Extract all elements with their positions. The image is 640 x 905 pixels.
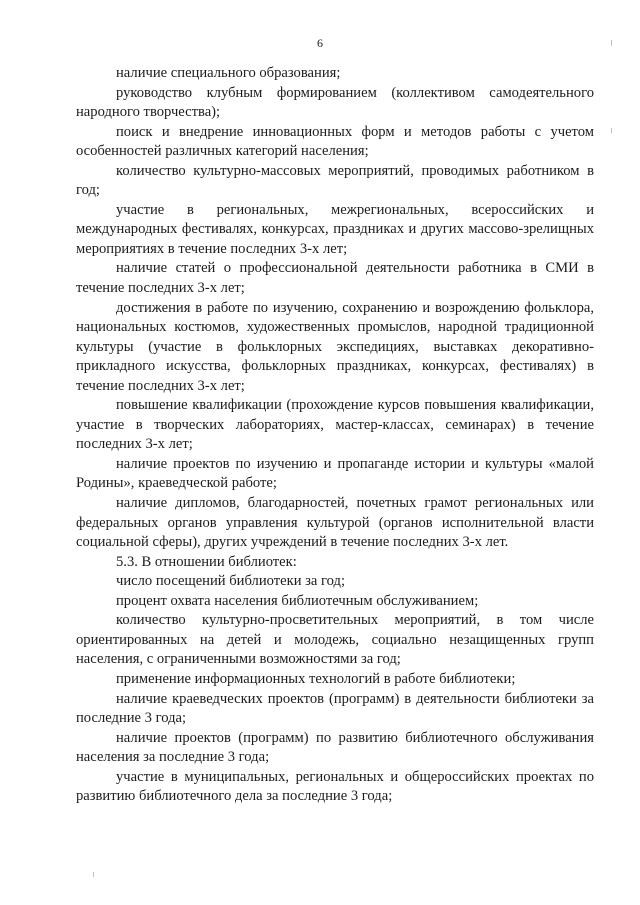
paragraph: руководство клубным формированием (коллективом самодеятельного народного творчества); — [76, 84, 594, 121]
paragraph: достижения в работе по изучению, сохранению и возрождению фольклора, национальных костюмов, художественных промыслов, народной традиционной культуры (участие в фольклорных экспедициях, выставках декоративно-прикладного искусства, фольклорных праздниках, конкурсах, фестивалях) в течение последних 3-х лет; — [76, 299, 594, 394]
paragraph: повышение квалификации (прохождение курсов повышения квалификации, участие в творческих лабораториях, мастер-классах, семинарах) в течение последних 3-х лет; — [76, 397, 594, 453]
scan-speck — [93, 872, 94, 877]
paragraph: наличие статей о профессиональной деятельности работника в СМИ в течение последних 3-х лет; — [76, 260, 594, 297]
paragraph: участие в региональных, межрегиональных, всероссийских и международных фестивалях, конкурсах, праздниках и других массово-зрелищных мероприятиях в течение последних 3-х лет; — [76, 201, 594, 257]
page-number: 6 — [317, 36, 323, 50]
paragraph: участие в муниципальных, региональных и общероссийских проектах по развитию библиотечного дела за последние 3 года; — [76, 768, 594, 805]
paragraph: наличие проектов по изучению и пропаганде истории и культуры «малой Родины», краеведческой работе; — [76, 455, 594, 492]
paragraph: наличие краеведческих проектов (программ) в деятельности библиотеки за последние 3 года; — [76, 690, 594, 727]
paragraph: поиск и внедрение инновационных форм и методов работы с учетом особенностей различных категорий населения; — [76, 123, 594, 160]
document-body — [76, 64, 594, 807]
paragraph: наличие дипломов, благодарностей, почетных грамот региональных или федеральных органов управления культурой (органов исполнительной власти социальной сферы), других учреждений в течение последних 3-х лет. — [76, 495, 594, 551]
scan-speck — [611, 128, 612, 133]
paragraph: число посещений библиотеки за год; — [116, 573, 346, 590]
paragraph: применение информационных технологий в работе библиотеки; — [116, 670, 516, 687]
paragraph: наличие проектов (программ) по развитию библиотечного обслуживания населения за последние 3 года; — [76, 729, 594, 766]
paragraph: процент охвата населения библиотечным обслуживанием; — [116, 592, 479, 609]
paragraph: наличие специального образования; — [116, 65, 341, 81]
paragraph: количество культурно-массовых мероприятий, проводимых работником в год; — [76, 162, 594, 199]
scan-speck — [611, 40, 612, 46]
paragraph: количество культурно-просветительных мероприятий, в том числе ориентированных на детей и молодежь, социально незащищенных групп населения, с ограниченными возможностями за год; — [76, 612, 594, 668]
section-heading: 5.3. В отношении библиотек: — [116, 553, 297, 570]
